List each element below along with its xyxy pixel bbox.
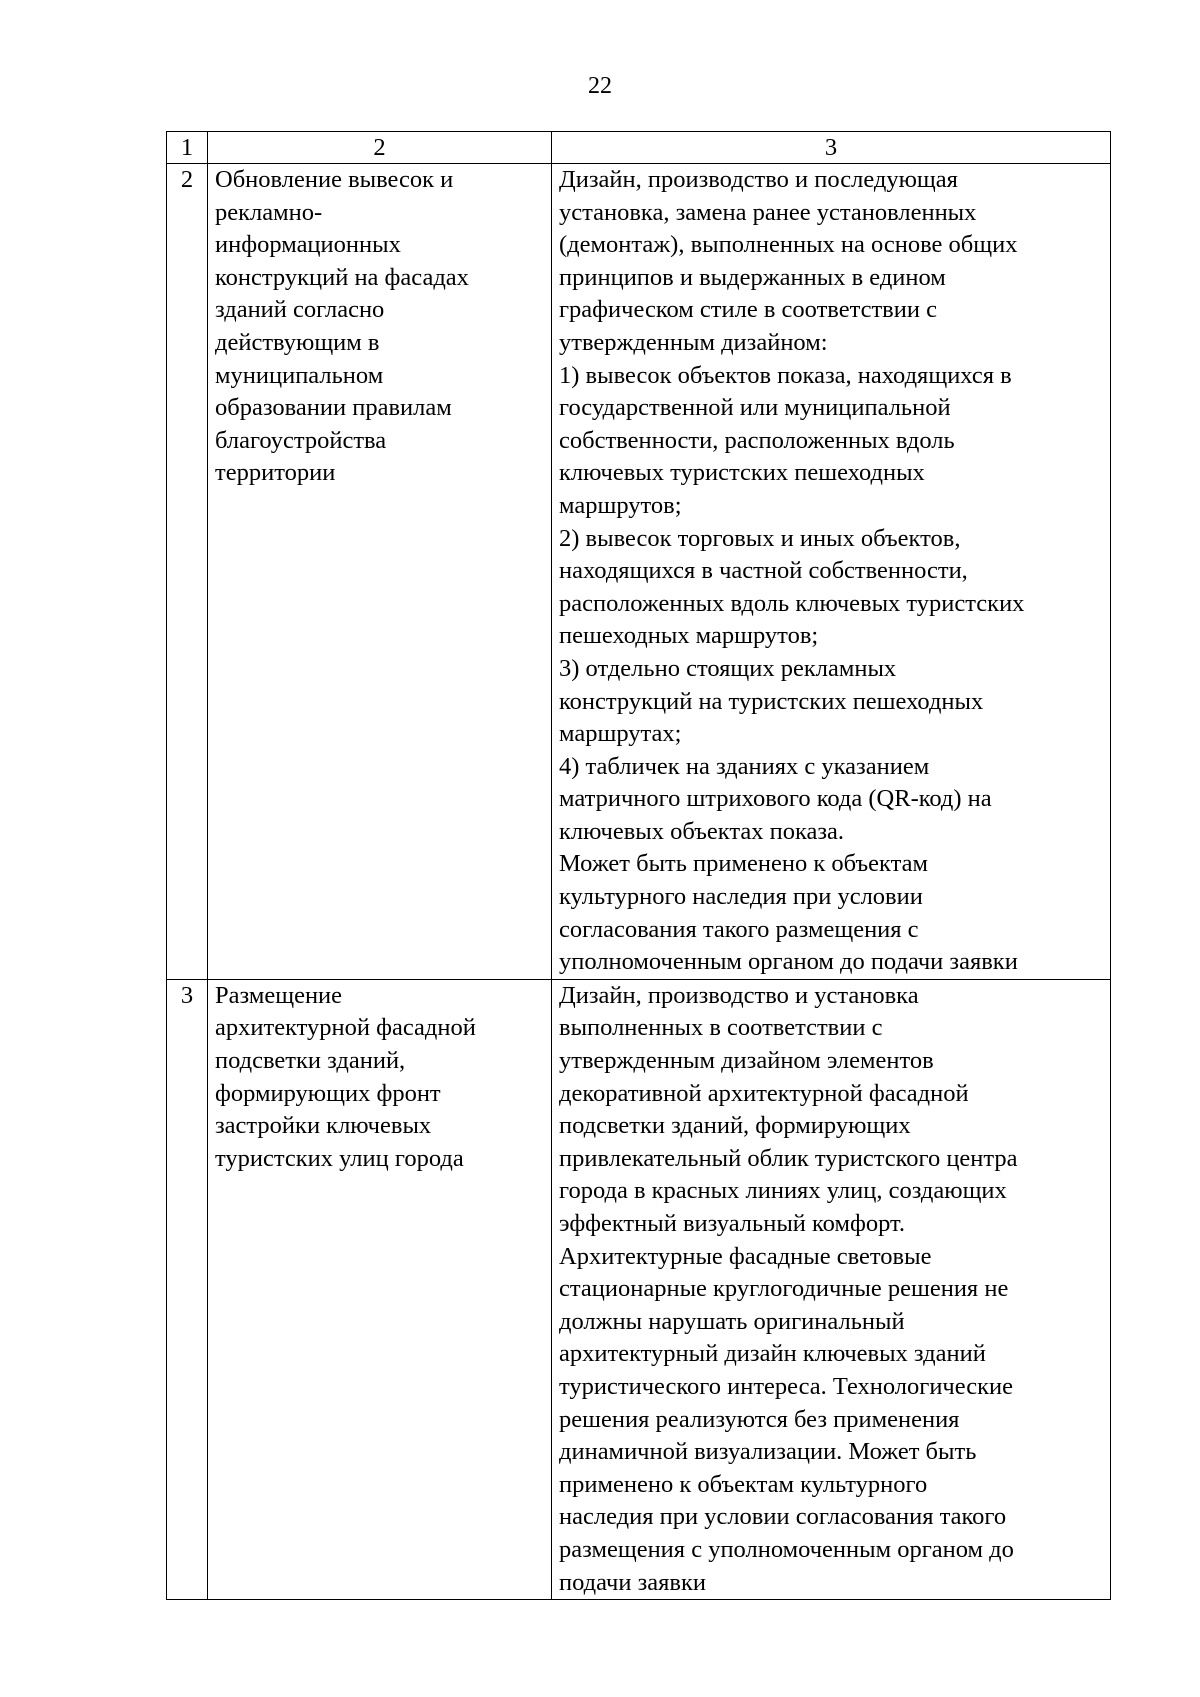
measure-description: [559, 980, 1104, 1599]
text-line: благоустройства: [215, 426, 387, 454]
text-line: муниципальном: [215, 361, 384, 389]
text-line: Обновление вывесок и: [215, 166, 454, 193]
text-line: подсветки зданий, формирующих: [559, 1112, 911, 1140]
column-number-2: 2: [208, 132, 552, 164]
text-line: стационарные круглогодичные решения не: [559, 1275, 1009, 1303]
text-line: действующим в: [215, 328, 380, 356]
text-line: архитектурный дизайн ключевых зданий: [559, 1340, 986, 1368]
text-line: (демонтаж), выполненных на основе общих: [559, 231, 1018, 259]
measure-name-cell: [208, 164, 552, 980]
text-line: принципов и выдержанных в едином: [559, 263, 946, 291]
text-line: конструкций на туристских пешеходных: [559, 687, 984, 715]
page-number: 22: [588, 73, 612, 99]
text-line: ключевых туристских пешеходных: [559, 459, 925, 487]
text-line: матричного штрихового кода (QR-код) на: [559, 785, 992, 813]
measure-description-cell: [552, 979, 1111, 1599]
text-line: маршрутах;: [559, 720, 682, 748]
text-line: зданий согласно: [215, 296, 385, 324]
table-header-row: [167, 132, 1111, 164]
text-line: Архитектурные фасадные световые: [559, 1242, 932, 1270]
text-line: Может быть применено к объектам: [559, 850, 929, 878]
text-line: Дизайн, производство и последующая: [559, 166, 958, 193]
table-row: [167, 979, 1111, 1599]
text-line: декоративной архитектурной фасадной: [559, 1079, 969, 1107]
row-number: 2: [167, 164, 208, 980]
text-line: эффектный визуальный комфорт.: [559, 1210, 906, 1237]
text-line: 3) отдельно стоящих рекламных: [559, 654, 897, 682]
measure-name-cell: [208, 979, 552, 1599]
document-table: [166, 131, 1111, 1600]
text-line: графическом стиле в соответствии с: [559, 296, 937, 324]
text-line: 1) вывесок объектов показа, находящихся в: [559, 361, 1012, 389]
text-line: утвержденным дизайном:: [559, 328, 828, 356]
text-line: маршрутов;: [559, 491, 682, 519]
text-line: архитектурной фасадной: [215, 1014, 476, 1042]
text-line: уполномоченным органом до подачи заявки: [559, 948, 1018, 976]
row-number: 3: [167, 979, 208, 1599]
column-number-3: 3: [552, 132, 1111, 164]
text-line: города в красных линиях улиц, создающих: [559, 1177, 1007, 1205]
text-line: рекламно-: [215, 198, 323, 226]
measure-description: [559, 164, 1104, 979]
text-line: Дизайн, производство и установка: [559, 981, 919, 1009]
text-line: наследия при условии согласования такого: [559, 1503, 1007, 1531]
text-line: подсветки зданий,: [215, 1047, 406, 1075]
text-line: установка, замена ранее установленных: [559, 198, 977, 226]
text-line: территории: [215, 459, 336, 487]
text-line: расположенных вдоль ключевых туристских: [559, 589, 1025, 617]
measure-name: [215, 980, 545, 1176]
text-line: застройки ключевых: [215, 1112, 432, 1140]
column-number-1: 1: [167, 132, 208, 164]
text-line: ключевых объектах показа.: [559, 817, 845, 845]
measure-description-cell: [552, 164, 1111, 980]
table-row: [167, 164, 1111, 980]
text-line: 2) вывесок торговых и иных объектов,: [559, 524, 961, 552]
text-line: туристического интереса. Технологические: [559, 1372, 1014, 1400]
text-line: динамичной визуализации. Может быть: [559, 1438, 977, 1466]
text-line: 4) табличек на зданиях с указанием: [559, 752, 930, 780]
text-line: культурного наследия при условии: [559, 883, 923, 911]
text-line: информационных: [215, 231, 401, 259]
text-line: согласования такого размещения с: [559, 915, 919, 943]
text-line: должны нарушать оригинальный: [559, 1307, 905, 1335]
text-line: находящихся в частной собственности,: [559, 557, 968, 585]
text-line: выполненных в соответствии с: [559, 1014, 883, 1042]
text-line: привлекательный облик туристского центра: [559, 1144, 1018, 1172]
text-line: конструкций на фасадах: [215, 263, 469, 291]
text-line: государственной или муниципальной: [559, 394, 951, 422]
text-line: размещения с уполномоченным органом до: [559, 1535, 1014, 1563]
text-line: собственности, расположенных вдоль: [559, 426, 955, 454]
text-line: решения реализуются без применения: [559, 1405, 960, 1433]
text-line: образовании правилам: [215, 394, 452, 422]
text-line: утвержденным дизайном элементов: [559, 1047, 934, 1075]
text-line: пешеходных маршрутов;: [559, 622, 819, 650]
text-line: туристских улиц города: [215, 1144, 464, 1172]
text-line: подачи заявки: [559, 1568, 706, 1596]
text-line: формирующих фронт: [215, 1079, 441, 1107]
measure-name: [215, 164, 545, 490]
text-line: применено к объектам культурного: [559, 1470, 928, 1498]
text-line: Размещение: [215, 981, 343, 1009]
